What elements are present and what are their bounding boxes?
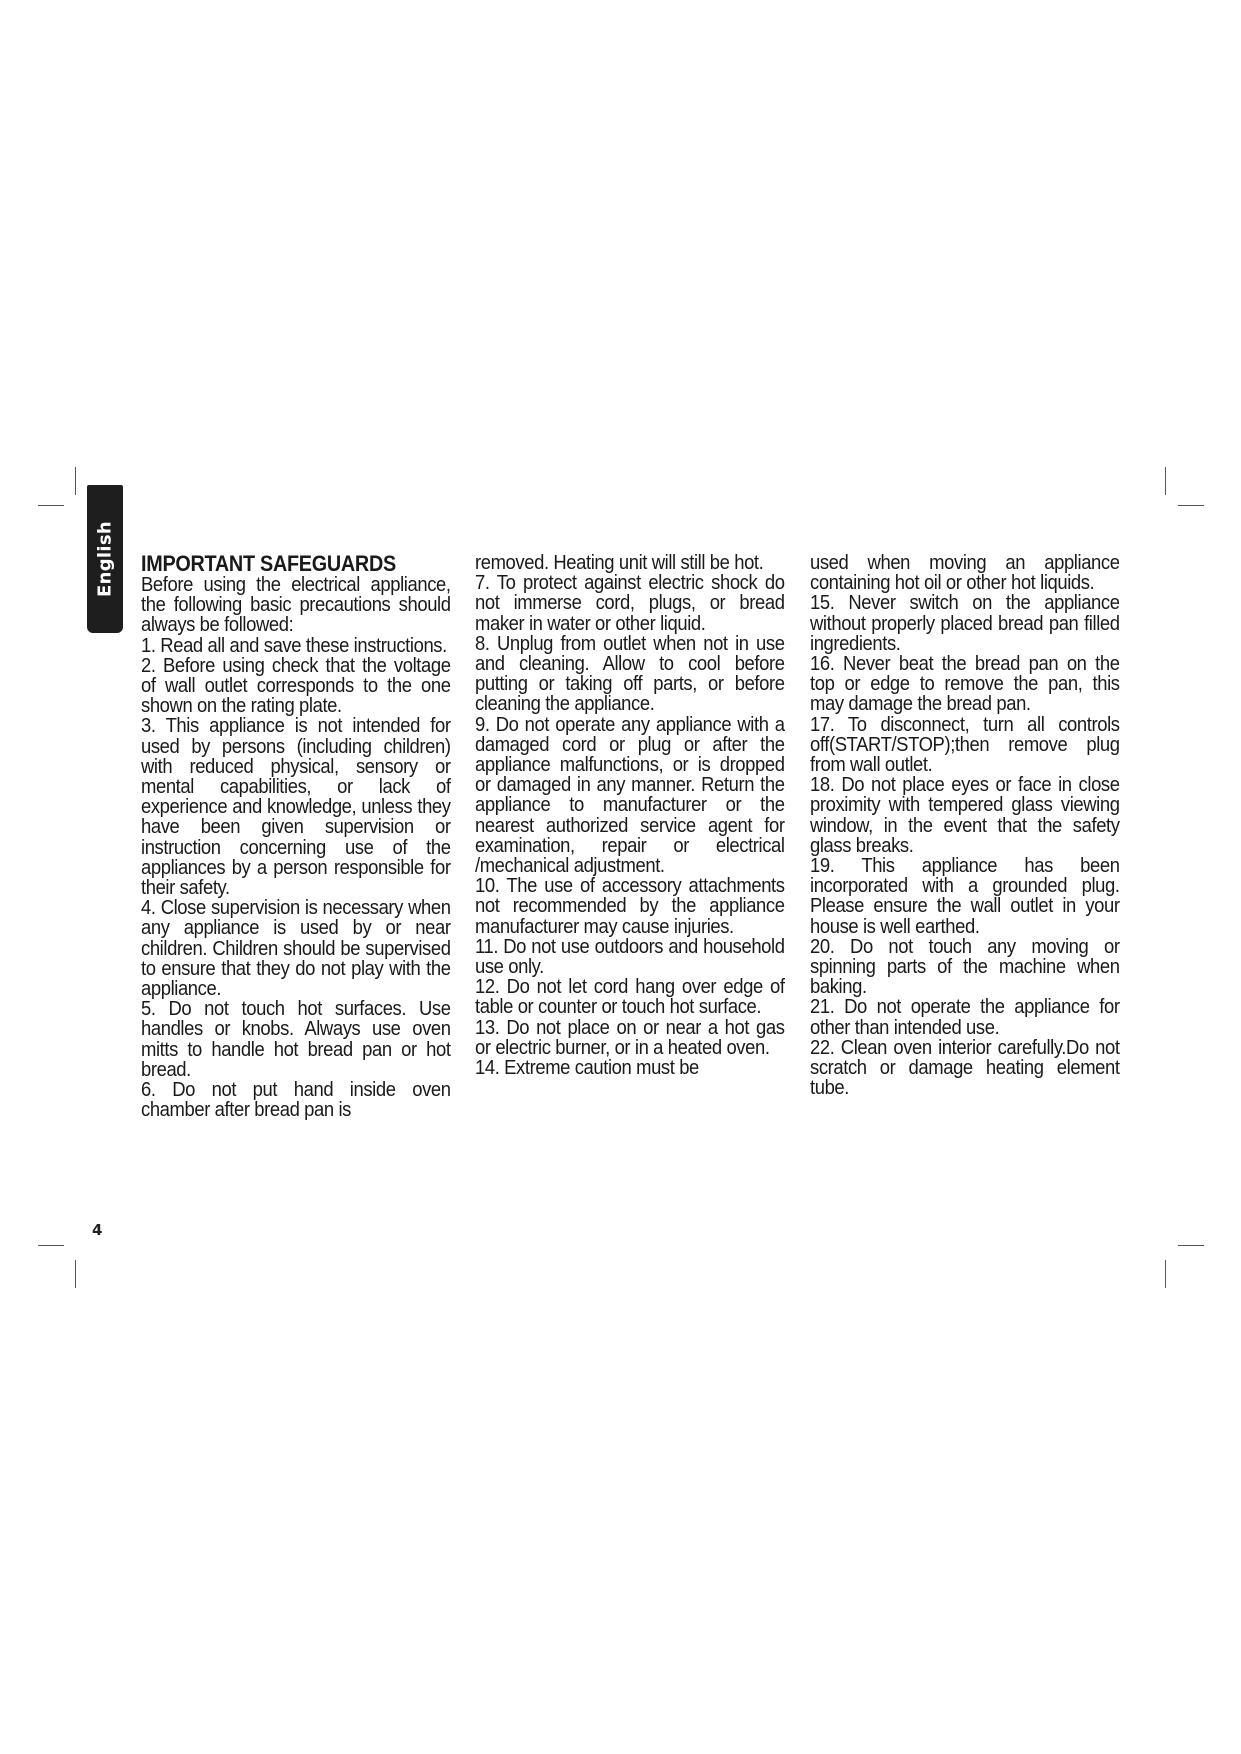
text-column-1 <box>141 553 451 1120</box>
language-tab-label: English <box>94 521 116 597</box>
paragraph: 11. Do not use outdoors and household use only. <box>475 934 785 979</box>
paragraph: Before using the electrical appliance, the following basic precautions should always be followed: <box>141 573 451 637</box>
crop-mark-bottom-right-horizontal <box>1178 1245 1204 1246</box>
paragraph: 19. This appliance has been incorporated with a grounded plug. Please ensure the wall outlet in your house is well earthed. <box>810 854 1120 938</box>
text-column-2 <box>475 553 785 1078</box>
paragraph: 21. Do not operate the appliance for other than intended use. <box>810 995 1120 1039</box>
text-column-3 <box>810 553 1120 1098</box>
crop-mark-bottom-left-vertical <box>75 1260 76 1288</box>
paragraph: 6. Do not put hand inside oven chamber after bread pan is <box>141 1078 451 1122</box>
paragraph: 10. The use of accessory attachments not recommended by the appliance manufacturer may cause injuries. <box>475 874 785 938</box>
paragraph: 13. Do not place on or near a hot gas or electric burner, or in a heated oven. <box>475 1015 785 1059</box>
paragraph: 2. Before using check that the voltage of wall outlet corresponds to the one shown on the rating plate. <box>141 653 451 718</box>
crop-mark-bottom-right-vertical <box>1165 1260 1166 1288</box>
paragraph: 9. Do not operate any appliance with a damaged cord or plug or after the appliance malfunctions, or is dropped or damaged in any manner. Return the appliance to manufacturer or the nearest authorized service agent for examination, repair or electrical /mechanical adjustment. <box>475 712 785 878</box>
paragraph: 20. Do not touch any moving or spinning parts of the machine when baking. <box>810 934 1120 999</box>
crop-mark-top-right-vertical <box>1165 467 1166 495</box>
crop-mark-bottom-left-horizontal <box>38 1245 64 1246</box>
paragraph: removed. Heating unit will still be hot. <box>475 551 764 574</box>
paragraph: 7. To protect against electric shock do not immerse cord, plugs, or bread maker in water or other liquid. <box>475 571 785 635</box>
crop-mark-top-right-horizontal <box>1178 505 1204 506</box>
crop-mark-top-left-vertical <box>75 467 76 495</box>
paragraph: 14. Extreme caution must be <box>475 1056 699 1080</box>
paragraph: 5. Do not touch hot surfaces. Use handles or knobs. Always use oven mitts to handle hot bread pan or hot bread. <box>141 997 451 1081</box>
paragraph: 22. Clean oven interior carefully.Do not scratch or damage heating element tube. <box>810 1035 1120 1100</box>
paragraph: 18. Do not place eyes or face in close proximity with tempered glass viewing window, in the event that the safety glass breaks. <box>810 773 1120 857</box>
paragraph: 1. Read all and save these instructions. <box>141 633 447 657</box>
paragraph: 4. Close supervision is necessary when any appliance is used by or near children. Children should be supervised to ensure that they do not play with the appliance. <box>141 896 451 1001</box>
page-number: 4 <box>92 1221 103 1239</box>
paragraph: 8. Unplug from outlet when not in use and cleaning. Allow to cool before putting or taking off parts, or before cleaning the appliance. <box>475 631 785 716</box>
paragraph: 12. Do not let cord hang over edge of table or counter or touch hot surface. <box>475 975 785 1019</box>
language-tab <box>87 485 123 633</box>
paragraph: 17. To disconnect, turn all controls off(START/STOP);then remove plug from wall outlet. <box>810 712 1120 777</box>
paragraph: 15. Never switch on the appliance without properly placed bread pan filled ingredients. <box>810 591 1120 655</box>
crop-mark-top-left-horizontal <box>38 505 64 506</box>
paragraph: 3. This appliance is not intended for used by persons (including children) with reduced physical, sensory or mental capabilities, or lack of experience and knowledge, unless they have been given supervision or instruction concerning use of the appliances by a person responsible for their safety. <box>141 714 451 900</box>
paragraph: used when moving an appliance containing hot oil or other hot liquids. <box>810 551 1120 595</box>
paragraph: 16. Never beat the bread pan on the top or edge to remove the pan, this may damage the bread pan. <box>810 652 1120 716</box>
section-heading: IMPORTANT SAFEGUARDS <box>141 551 396 576</box>
